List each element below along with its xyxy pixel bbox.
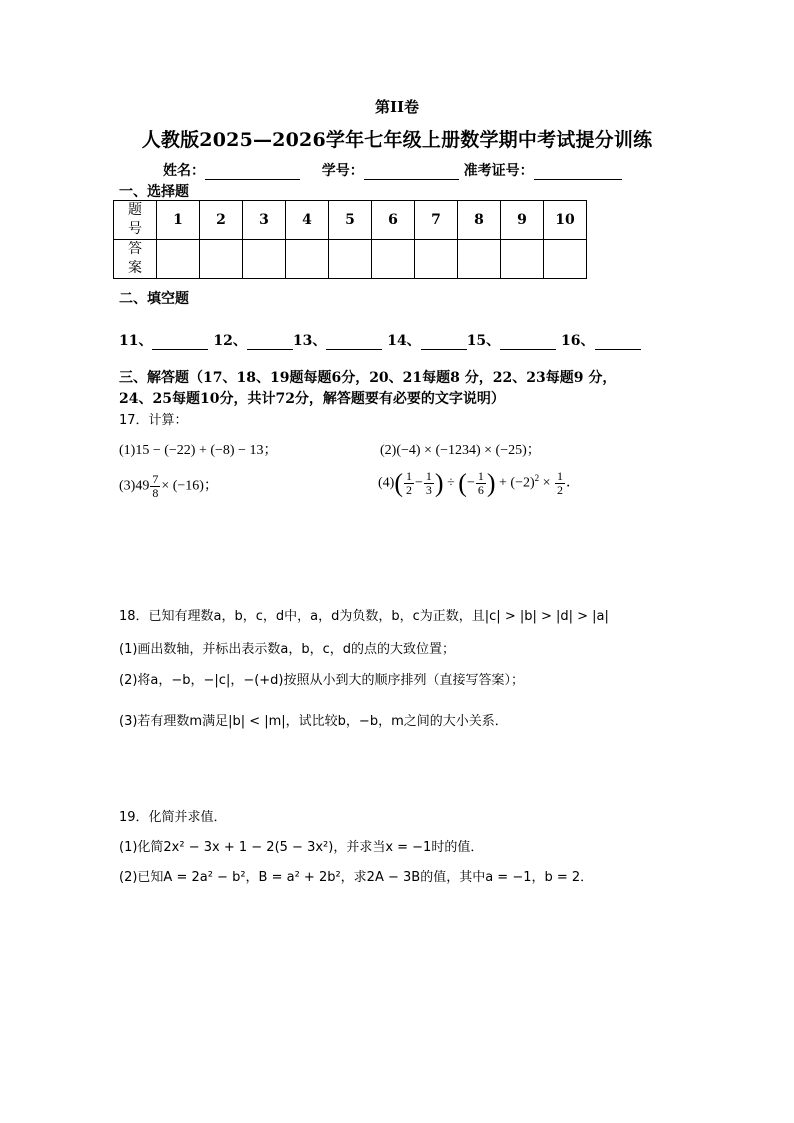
q17-part2: (2)(−4) × (−1234) × (−25)； xyxy=(380,443,541,458)
name-blank[interactable] xyxy=(205,165,300,180)
answer-cell[interactable] xyxy=(157,240,200,279)
answer-cell[interactable] xyxy=(415,240,458,279)
table-cell: 1 xyxy=(157,201,200,240)
table-cell: 5 xyxy=(329,201,372,240)
q18-part2: (2)将a，−b，−|c|，−(+d)按照从小到大的顺序排列（直接写答案）； xyxy=(119,673,525,688)
table-row xyxy=(114,240,587,279)
answer-cell[interactable] xyxy=(544,240,587,279)
q17-part4: (4)( $\frac{1}{2}$ − $\frac{1}{3}$ ) ÷ (− $\frac{1}{6}$ ) + $(-2)^2$ × $\frac{1}{2}$ ． xyxy=(378,468,581,498)
table-cell: 7 xyxy=(415,201,458,240)
answer-cell[interactable] xyxy=(458,240,501,279)
q18-stem: 18．已知有理数a，b，c，d中，a，d为负数，b，c为正数，且|c| > |b| > |d| > |a| xyxy=(119,609,609,624)
exam-title: 人教版2025—2026学年七年级上册数学期中考试提分训练 xyxy=(141,129,653,151)
table-cell: 4 xyxy=(286,201,329,240)
table-cell: 10 xyxy=(544,201,587,240)
blank-16[interactable] xyxy=(595,335,641,350)
volume-label: 第II卷 xyxy=(374,98,420,116)
fill-blanks-line: 11、 12、 13、 14、 15、 16、 xyxy=(119,330,641,350)
name-label: 姓名： xyxy=(163,163,205,179)
id-label: 学号： xyxy=(321,163,364,179)
q17-part1: (1)15 − (−22) + (−8) − 13； xyxy=(119,443,278,458)
student-info-line xyxy=(163,160,622,180)
answer-cell[interactable] xyxy=(200,240,243,279)
blank-11[interactable] xyxy=(152,335,208,350)
section3-title-line1: 三、解答题（17、18、19题每题6分，20、21每题8 分，22、23每题9 分， xyxy=(119,370,617,386)
row-header-question: 题号 xyxy=(114,201,157,240)
answer-cell[interactable] xyxy=(501,240,544,279)
q19-part2: (2)已知A = 2a² − b²，B = a² + 2b²，求2A − 3B的值，其中a = −1，b = 2． xyxy=(119,870,594,885)
blank-13[interactable] xyxy=(326,335,382,350)
section3-title-line2: 24、25每题10分，共计72分，解答题要有必要的文字说明） xyxy=(119,391,505,407)
section1-title: 一、选择题 xyxy=(119,184,189,200)
exam-number-blank[interactable] xyxy=(534,165,622,180)
table-row xyxy=(114,201,587,240)
table-cell: 6 xyxy=(372,201,415,240)
q19-stem: 19．化简并求值． xyxy=(119,810,227,825)
table-cell: 9 xyxy=(501,201,544,240)
q18-part1: (1)画出数轴，并标出表示数a，b，c，d的点的大致位置； xyxy=(119,642,456,657)
section2-title: 二、填空题 xyxy=(119,291,189,307)
answer-table xyxy=(113,200,587,279)
answer-cell[interactable] xyxy=(243,240,286,279)
answer-cell[interactable] xyxy=(286,240,329,279)
id-blank[interactable] xyxy=(364,165,459,180)
answer-cell[interactable] xyxy=(372,240,415,279)
blank-14[interactable] xyxy=(421,335,467,350)
q19-part1: (1)化简2x² − 3x + 1 − 2(5 − 3x²)，并求当x = −1时的值． xyxy=(119,840,484,855)
q17-part3: (3)49 $\frac{7}{8}$ × (−16)； xyxy=(119,472,218,500)
answer-cell[interactable] xyxy=(329,240,372,279)
q17-stem: 17．计算： xyxy=(119,413,188,428)
table-cell: 3 xyxy=(243,201,286,240)
exam-number-label: 准考证号： xyxy=(463,163,534,179)
table-cell: 8 xyxy=(458,201,501,240)
blank-15[interactable] xyxy=(500,335,556,350)
blank-12[interactable] xyxy=(247,335,293,350)
q18-part3: (3)若有理数m满足|b| < |m|，试比较b，−b，m之间的大小关系． xyxy=(119,714,508,729)
table-cell: 2 xyxy=(200,201,243,240)
row-header-answer: 答案 xyxy=(114,240,157,279)
